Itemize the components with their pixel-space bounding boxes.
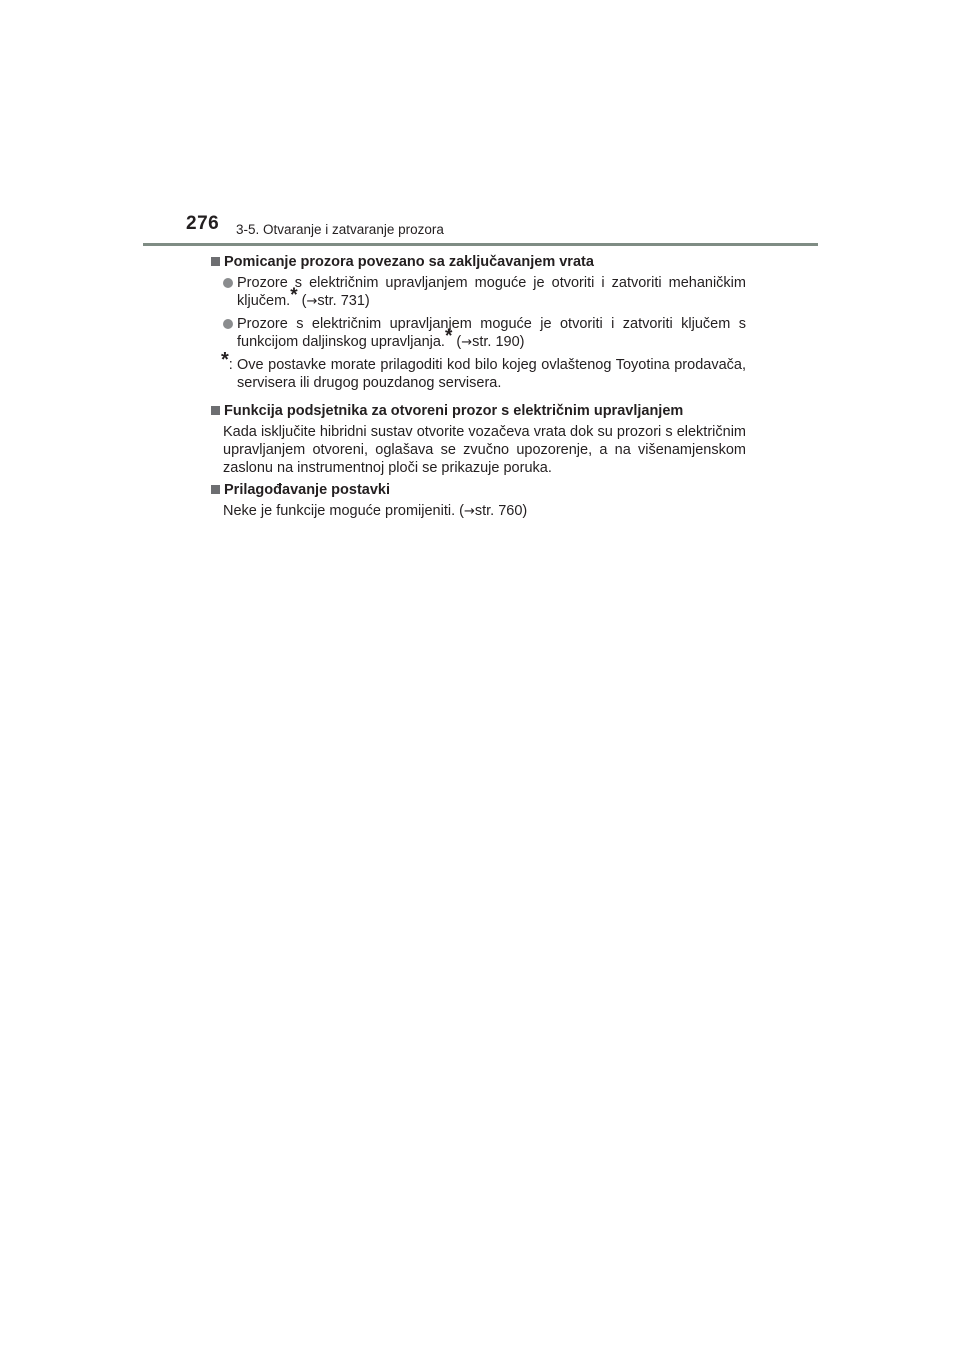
- paragraph-body: Neke je funkcije moguće promijeniti. (: [223, 503, 464, 519]
- ref-prefix: (: [297, 293, 307, 309]
- ref-prefix: (: [452, 334, 462, 350]
- bullet-text: [237, 274, 746, 311]
- bullet-text: [237, 315, 746, 352]
- heading-text: Funkcija podsjetnika za otvoreni prozor s električnim upravljanjem: [224, 403, 684, 419]
- bullet-item: [211, 315, 746, 352]
- footnote: [211, 349, 746, 392]
- bullet-body: Prozore s električnim upravljanjem moguće je otvoriti i zatvoriti mehaničkim ključem.: [237, 275, 746, 309]
- asterisk-mark: *: [290, 285, 298, 306]
- round-bullet-icon: [223, 319, 233, 329]
- square-bullet-icon: [211, 257, 220, 266]
- bullet-body: Prozore s električnim upravljanjem moguće je otvoriti i zatvoriti ključem s funkcijom daljinskog upravljanja.: [237, 316, 746, 350]
- page-reference: str. 190): [472, 334, 525, 350]
- heading-window-reminder: [211, 402, 746, 420]
- section-title: 3-5. Otvaranje i zatvaranje prozora: [236, 222, 444, 237]
- page-content: [211, 253, 746, 525]
- heading-text: Prilagođavanje postavki: [224, 482, 391, 498]
- page-number: 276: [186, 213, 220, 234]
- heading-text: Pomicanje prozora povezano sa zaključavanjem vrata: [224, 254, 594, 270]
- paragraph: Kada isključite hibridni sustav otvorite vozačeva vrata dok su prozori s električnim upravljanjem otvoreni, oglašava se zvučno upozorenje, a na višenamjenskom zaslonu na instrumentnoj ploči se prikazuje poruka.: [223, 424, 746, 476]
- asterisk-mark: *: [221, 349, 229, 371]
- heading-customization: [211, 481, 746, 499]
- footnote-mark: [221, 349, 237, 374]
- arrow-icon: →: [306, 294, 318, 309]
- bullet-item: [211, 274, 746, 311]
- footnote-text: Ove postavke morate prilagoditi kod bilo kojeg ovlaštenog Toyotina prodavača, servisera ili drugog pouzdanog servisera.: [237, 357, 746, 391]
- square-bullet-icon: [211, 485, 220, 494]
- asterisk-mark: *: [444, 326, 453, 347]
- square-bullet-icon: [211, 406, 220, 415]
- page-reference: str. 760): [474, 503, 528, 519]
- header-rule: [143, 243, 818, 246]
- round-bullet-icon: [223, 278, 233, 288]
- heading-window-door-lock: [211, 253, 746, 271]
- page-reference: str. 731): [317, 293, 370, 309]
- paragraph: [211, 502, 746, 521]
- footnote-colon: :: [228, 357, 233, 373]
- arrow-icon: →: [463, 504, 475, 519]
- arrow-icon: →: [461, 335, 473, 350]
